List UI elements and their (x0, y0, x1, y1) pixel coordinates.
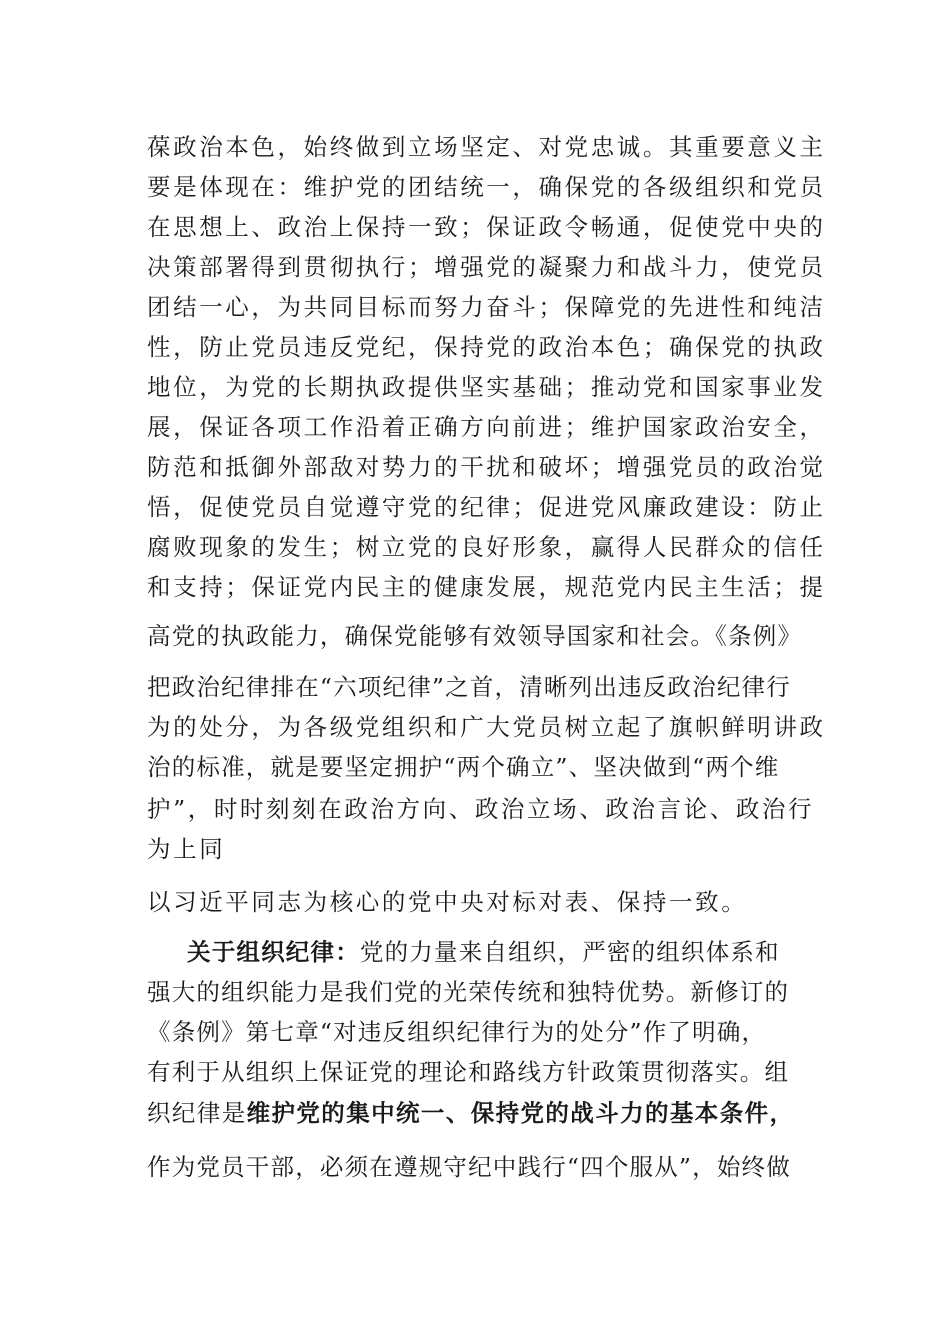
text-line: 团结一心，为共同目标而努力奋斗；保障党的先进性和纯洁 (147, 293, 826, 321)
text-line: 葆政治本色，始终做到立场坚定、对党忠诚。其重要意义主 (147, 133, 826, 161)
text-span: 党的力量来自组织，严密的组织体系和 (359, 938, 780, 966)
text-line: 治的标准，就是要坚定拥护“两个确立”、坚决做到“两个维 (147, 753, 780, 781)
text-line: 有利于从组织上保证党的理论和路线方针政策贯彻落实。组 (147, 1058, 790, 1086)
text-line: 在思想上、政治上保持一致；保证政令畅通，促使党中央的 (147, 213, 826, 241)
org-discipline-heading: 关于组织纪律： (187, 938, 360, 966)
bold-emphasis: 维护党的集中统一、保持党的战斗力的基本条件， (246, 1099, 795, 1127)
text-line: 为上同 (147, 835, 226, 863)
text-line: 护”，时时刻刻在政治方向、政治立场、政治言论、政治行 (147, 795, 815, 823)
text-line: 地位，为党的长期执政提供坚实基础；推动党和国家事业发 (147, 373, 826, 401)
text-line: 高党的执政能力，确保党能够有效领导国家和社会。《条例》 (147, 622, 803, 650)
text-line: 作为党员干部，必须在遵规守纪中践行“四个服从”，始终做 (147, 1153, 791, 1181)
text-line: 《条例》第七章“对违反组织纪律行为的处分”作了明确， (147, 1018, 767, 1046)
text-line: 以习近平同志为核心的党中央对标对表、保持一致。 (147, 888, 748, 916)
text-line: 和支持；保证党内民主的健康发展，规范党内民主生活；提 (147, 573, 826, 601)
text-line: 要是体现在：维护党的团结统一，确保党的各级组织和党员 (147, 173, 826, 201)
text-line: 腐败现象的发生；树立党的良好形象，赢得人民群众的信任 (147, 533, 826, 561)
text-line: 防范和抵御外部敌对势力的干扰和破坏；增强党员的政治觉 (147, 453, 826, 481)
org-discipline-key-line (147, 1098, 807, 1128)
text-span: 织纪律是 (147, 1099, 247, 1127)
text-line: 把政治纪律排在“六项纪律”之首，清晰列出违反政治纪律行 (147, 673, 791, 701)
text-line: 为的处分，为各级党组织和广大党员树立起了旗帜鲜明讲政 (147, 713, 826, 741)
text-line: 悟，促使党员自觉遵守党的纪律；促进党风廉政建设：防止 (147, 493, 826, 521)
text-line: 强大的组织能力是我们党的光荣传统和独特优势。新修订的 (147, 978, 790, 1006)
text-line: 展，保证各项工作沿着正确方向前进；维护国家政治安全， (147, 413, 826, 441)
text-line: 性，防止党员违反党纪，保持党的政治本色；确保党的执政 (147, 333, 826, 361)
org-discipline-line (187, 937, 807, 967)
text-line: 决策部署得到贯彻执行；增强党的凝聚力和战斗力，使党员 (147, 253, 826, 281)
